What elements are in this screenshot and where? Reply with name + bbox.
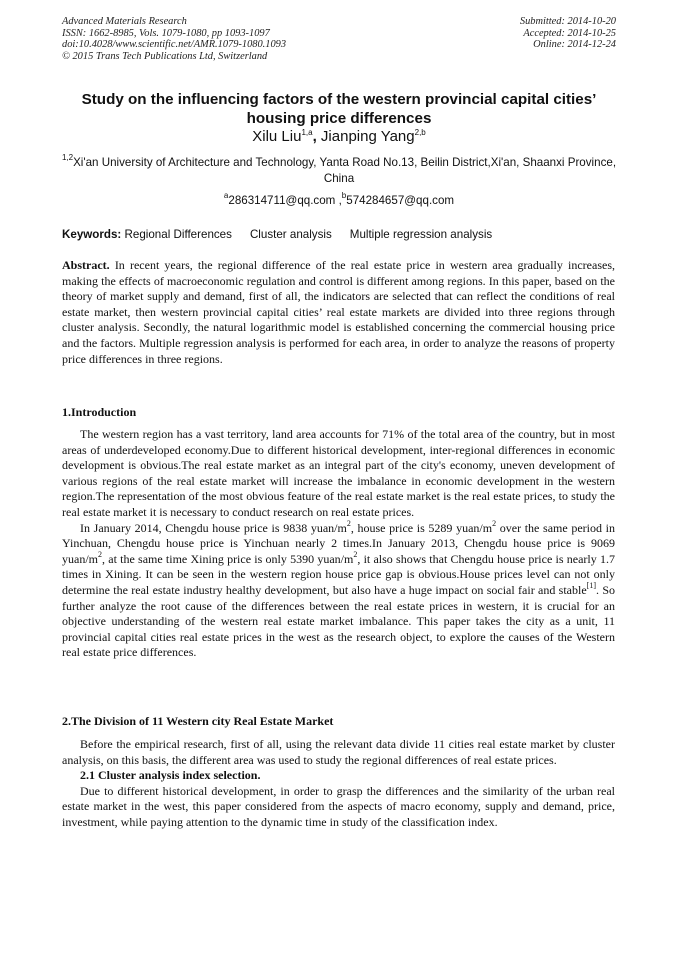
title-line-1: Study on the influencing factors of the western provincial capital cities’	[81, 91, 597, 108]
author-name: Xilu Liu	[252, 128, 302, 145]
journal-info	[62, 16, 286, 62]
author-name: Jianping Yang	[320, 128, 415, 145]
affiliation-text: Xi'an University of Architecture and Technology, Yanta Road No.13, Beilin District,Xi'an, Shaanxi Province, China	[73, 156, 617, 185]
keyword: Regional Differences	[124, 228, 232, 241]
paragraph: Before the empirical research, first of all, using the relevant data divide 11 cities real estate market by cluster analysis, on this basis, the different area was used to study the regional differences of real estate prices.	[62, 737, 615, 767]
paragraph: In January 2014, Chengdu house price is 9838 yuan/$m^2$, house price is 5289 yuan/$m^2$ over the same period in Yinchuan, Chengdu house price is Yinchuan nearly 2 times.In January 2013, Chengdu house price is 9069 yuan/$m^2$, at the same time Xining price is only 5390 yuan/$m^2$, it also shows that Chengdu house price is nearly 1.7 times in Xining. It can be seen in the western region house price gap is obvious.House prices level can not only determine the real estate industry healthy development, but also have a huge impact on social fair and stable[1]. So further analyze the root cause of the differences between the real estate prices in western, it is crucial for an objective understanding of the western real estate market imbalance. This paper takes the city as a unit, 11 provincial capital cities real estate prices in the west as the research object, to explore the causes of the Western real estate price differences.	[62, 518, 615, 660]
subsection-heading: 2.1 Cluster analysis index selection.	[80, 768, 261, 783]
submission-dates	[520, 16, 616, 51]
author-separator: ,	[312, 128, 321, 145]
email-superscript: a	[223, 191, 229, 200]
section-heading: 1.Introduction	[62, 405, 137, 419]
citation-ref[interactable]: [1]	[586, 580, 596, 590]
abstract	[62, 258, 615, 367]
abstract-label: Abstract.	[62, 258, 110, 272]
author-list	[40, 128, 638, 146]
accepted-date: Accepted: 2014-10-25	[523, 27, 616, 39]
online-date: Online: 2014-12-24	[533, 39, 616, 51]
author-emails	[40, 193, 638, 208]
email-link[interactable]: 574284657@qq.com	[346, 194, 455, 207]
email-separator: ,	[335, 194, 342, 207]
email-superscript: b	[341, 191, 347, 200]
abstract-text: In recent years, the regional difference of the real estate price in western area gradually increases, making the effects of macroeconomic regulation and control is different among regions. In this paper, based on the theory of market supply and demand, first of all, the indicators are selected that can reflect the conditions of real estate market, then western provincial capital cities’ real estate markets are divided into three regions through cluster analysis. Secondly, the natural logarithmic model is established concerning the commercial housing price and the factors. Multiple regression analysis is performed for each area, in order to analyze the reasons of property price differences in three regions.	[62, 258, 615, 366]
doi-line: doi:10.4028/www.scientific.net/AMR.1079-1080.1093	[62, 39, 287, 51]
keywords	[62, 227, 622, 242]
issn-line: ISSN: 1662-8985, Vols. 1079-1080, pp 1093-1097	[62, 27, 270, 39]
title-line-2: housing price differences	[246, 110, 432, 127]
keyword: Cluster analysis	[249, 228, 332, 241]
section-heading: 2.The Division of 11 Western city Real Estate Market	[62, 714, 334, 728]
paragraph: Due to different historical development, in order to grasp the differences and the similarity of the urban real estate market in the west, this paper considered from the aspects of macro economy, supply and demand, price, investment, while paying attention to the dynamic time in study of the classification index.	[62, 783, 615, 829]
introduction-body	[62, 427, 615, 661]
copyright-line: © 2015 Trans Tech Publications Ltd, Switzerland	[62, 50, 268, 62]
section-2-body	[62, 737, 615, 831]
email-link[interactable]: 286314711@qq.com	[228, 194, 336, 207]
paper-title	[40, 90, 638, 128]
keyword: Multiple regression analysis	[349, 228, 493, 241]
submitted-date: Submitted: 2014-10-20	[519, 16, 616, 27]
keywords-label: Keywords:	[62, 228, 122, 241]
affiliation	[56, 155, 622, 186]
affiliation-superscript: 1,2	[61, 153, 74, 162]
journal-name: Advanced Materials Research	[62, 16, 187, 27]
paragraph: The western region has a vast territory, land area accounts for 71% of the total area of the country, but in most areas of underdeveloped economy.Due to different historical development, inter-regional differences in economic development is obvious.The real estate market as an integral part of the city's economy, uneven development of various regions of the real estate market will increase the imbalance in economic development in the western region.The representation of the most obvious feature of the real estate market is the real estate prices, to study the real estate market it is necessary to conduct research on real estate prices.	[62, 427, 615, 519]
author-superscript: 2,b	[414, 128, 426, 137]
author-superscript: 1,a	[301, 128, 313, 137]
